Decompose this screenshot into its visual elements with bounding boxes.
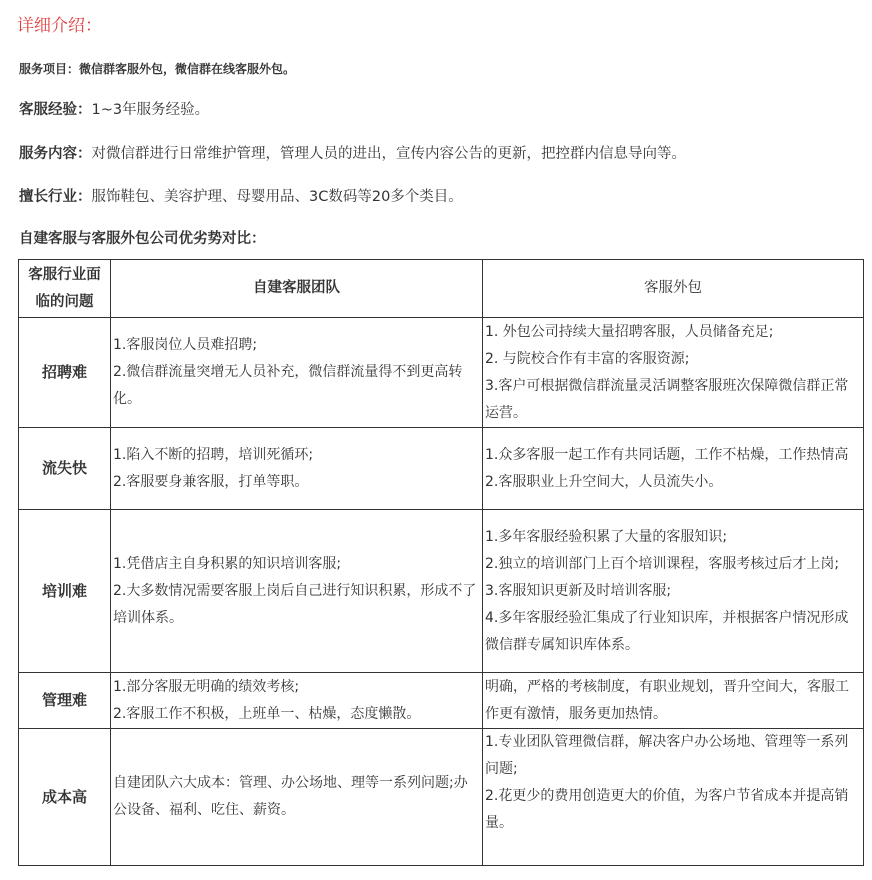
outsource-point: 3.客服知识更新及时培训客服; [485,582,672,599]
table-row [19,673,864,729]
row-self-cell [111,673,483,729]
industry-label: 擅长行业： [19,189,92,205]
service-items: 服务项目：微信群客服外包，微信群在线客服外包。 [19,62,296,76]
row-outsource-cell [483,673,864,729]
outsource-point: 1.专业团队管理微信群，解决客户办公场地、管理等一系列问题; [485,734,849,777]
self-point: 2.大多数情况需要客服上岗后自己进行知识积累，形成不了培训体系。 [113,582,477,626]
row-self-cell [111,318,483,428]
row-outsource-cell [483,318,864,428]
self-point: 2.客服工作不积极，上班单一、枯燥，态度懒散。 [113,705,421,722]
content-text: 对微信群进行日常维护管理，管理人员的进出，宣传内容公告的更新，把控群内信息导向等。 [91,146,686,162]
self-point: 2.微信群流量突增无人员补充，微信群流量得不到更高转化。 [113,364,463,407]
outsource-point: 2.独立的培训部门上百个培训课程，客服考核过后才上岗; [485,555,840,572]
row-issue: 招聘难 [19,318,111,428]
outsource-point: 明确，严格的考核制度，有职业规划，晋升空间大，客服工作更有激情，服务更加热情。 [485,678,849,722]
industry-text: 服饰鞋包、美容护理、母婴用品、3C数码等20多个类目。 [91,189,463,205]
outsource-point: 2. 与院校合作有丰富的客服资源; [485,350,690,367]
table-row [19,729,864,866]
section-title: 详细介绍： [17,16,102,36]
row-self-cell [111,428,483,510]
row-outsource-cell [483,729,864,866]
self-point: 2.客服要身兼客服，打单等职。 [113,473,309,490]
self-point: 自建团队六大成本：管理、办公场地、理等一系列问题;办公设备、福利、吃住、薪资。 [113,775,468,818]
outsource-point: 2.花更少的费用创造更大的价值，为客户节省成本并提高销量。 [485,788,849,831]
row-issue: 流失快 [19,428,111,510]
outsource-point: 1.多年客服经验积累了大量的客服知识; [485,528,728,545]
content-line [19,142,686,163]
header-self: 自建客服团队 [111,260,483,318]
row-outsource-cell [483,510,864,673]
self-point: 1.部分客服无明确的绩效考核; [113,678,300,695]
row-outsource-cell [483,428,864,510]
outsource-point: 4.多年客服经验汇集成了行业知识库，并根据客户情况形成微信群专属知识库体系。 [485,609,849,653]
comparison-title: 自建客服与客服外包公司优劣势对比： [19,231,266,247]
self-point: 1.客服岗位人员难招聘; [113,337,258,353]
table-header-row [19,260,864,318]
row-issue: 管理难 [19,673,111,729]
industry-line [19,185,463,206]
content-label: 服务内容： [19,146,92,162]
self-point: 1.陷入不断的招聘，培训死循环; [113,446,314,463]
self-point: 1.凭借店主自身积累的知识培训客服; [113,555,342,572]
header-outsource: 客服外包 [483,260,864,318]
outsource-point: 1.众多客服一起工作有共同话题，工作不枯燥，工作热情高 [485,446,849,463]
comparison-table [18,259,864,866]
row-self-cell [111,729,483,866]
row-issue: 成本高 [19,729,111,866]
table-row [19,318,864,428]
table-row [19,428,864,510]
row-self-cell [111,510,483,673]
row-issue: 培训难 [19,510,111,673]
experience-text: 1~3年服务经验。 [91,102,210,118]
header-issue: 客服行业面临的问题 [19,260,111,318]
outsource-point: 3.客户可根据微信群流量灵活调整客服班次保障微信群正常运营。 [485,377,849,421]
table-row [19,510,864,673]
experience-label: 客服经验： [19,102,92,118]
outsource-point: 1. 外包公司持续大量招聘客服，人员储备充足; [485,323,774,340]
outsource-point: 2.客服职业上升空间大，人员流失小。 [485,473,723,490]
experience-line [19,98,209,119]
